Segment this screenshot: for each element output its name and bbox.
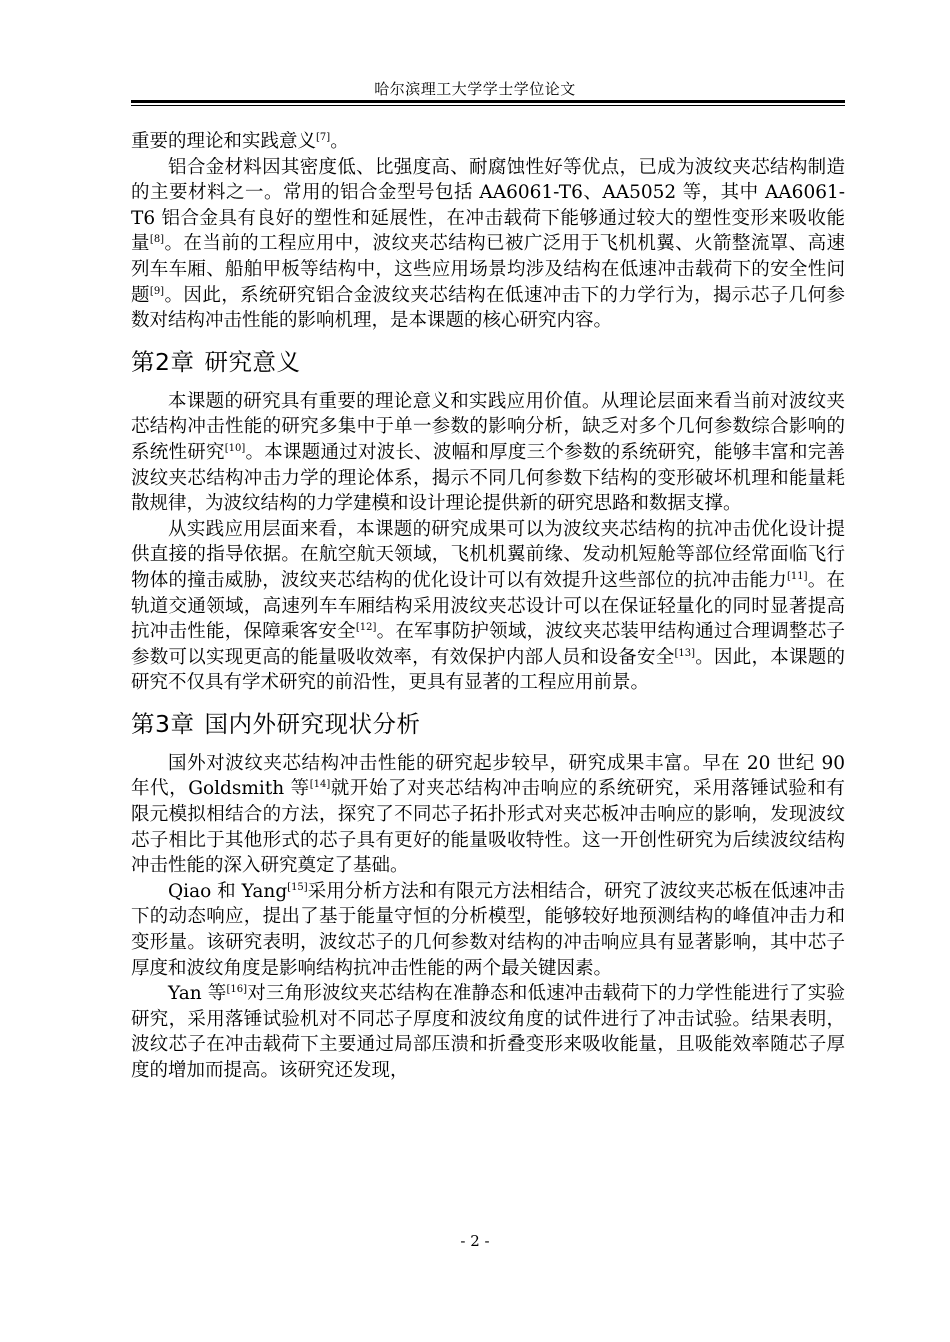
citation: [7] — [316, 132, 331, 143]
body-text — [131, 129, 845, 1084]
citation: [16] — [226, 984, 248, 996]
page-number: - 2 - — [460, 1232, 490, 1250]
citation: [14] — [309, 779, 331, 791]
header-rule-thin — [131, 105, 845, 106]
chapter-heading: 第3章 国内外研究现状分析 — [131, 709, 421, 738]
citation: [9] — [149, 285, 165, 297]
citation: [15] — [287, 881, 308, 893]
paragraph: 铝合金材料因其密度低、比强度高、耐腐蚀性好等优点，已成为波纹夹芯结构制造的主要材料之一。常用的铝合金型号包括 AA6061-T6、AA5052 等，其中 AA6061-T6 铝合金具有良好的塑性和延展性，在冲击载荷下能够通过较大的塑性变形来吸收能量[8]。在当前的工程应用中，波纹夹芯结构已被广泛用于飞机机翼、火箭整流罩、高速列车车厢、船舶甲板等结构中，这些应用场景均涉及结构在低速冲击载荷下的安全性问题[9]。因此，系统研究铝合金波纹夹芯结构在低速冲击下的力学行为，揭示芯子几何参数对结构冲击性能的影响机理，是本课题的核心研究内容。 — [131, 156, 845, 332]
citation: [10] — [224, 442, 246, 454]
paragraph: Yan 等[16]对三角形波纹夹芯结构在准静态和低速冲击载荷下的力学性能进行了实验研究，采用落锤试验机对不同芯子厚度和波纹角度的试件进行了冲击试验。结果表明，波纹芯子在冲击载荷下主要通过局部压溃和折叠变形来吸收能量，且吸能效率随芯子厚度的增加而提高。该研究还发现， — [131, 983, 845, 1081]
paragraph: 从实践应用层面来看，本课题的研究成果可以为波纹夹芯结构的抗冲击优化设计提供直接的指导依据。在航空航天领域，飞机机翼前缘、发动机短舱等部位经常面临飞行物体的撞击威胁，波纹夹芯结构的优化设计可以有效提升这些部位的抗冲击能力[11]。在轨道交通领域，高速列车车厢结构采用波纹夹芯设计可以在保证轻量化的同时显著提高抗冲击性能，保障乘客安全[12]。在军事防护领域，波纹夹芯装甲结构通过合理调整芯子参数可以实现更高的能量吸收效率，有效保护内部人员和设备安全[13]。因此，本课题的研究不仅具有学术研究的前沿性，更具有显著的工程应用前景。 — [131, 518, 845, 694]
citation: [12] — [355, 622, 377, 634]
citation: [11] — [786, 570, 808, 582]
paragraph: Qiao 和 Yang[15]采用分析方法和有限元方法相结合，研究了波纹夹芯板在低速冲击下的动态响应，提出了基于能量守恒的分析模型，能够较好地预测结构的峰值冲击力和变形量。该研究表明，波纹芯子的几何参数对结构的冲击响应具有显著影响，其中芯子厚度和波纹角度是影响结构抗冲击性能的两个最关键因素。 — [131, 880, 845, 979]
paragraph-continuation: 重要的理论和实践意义[7]。 — [131, 131, 349, 152]
citation: [8] — [149, 234, 165, 246]
citation: [13] — [674, 647, 696, 659]
running-header: 哈尔滨理工大学学士学位论文 — [374, 80, 576, 98]
paragraph: 本课题的研究具有重要的理论意义和实践应用价值。从理论层面来看当前对波纹夹芯结构冲击性能的研究多集中于单一参数的影响分析，缺乏对多个几何参数综合影响的系统性研究[10]。本课题通过对波长、波幅和厚度三个参数的系统研究，能够丰富和完善波纹夹芯结构冲击力学的理论体系，揭示不同几何参数下结构的变形破坏机理和能量耗散规律，为波纹结构的力学建模和设计理论提供新的研究思路和数据支撑。 — [131, 390, 845, 515]
paragraph: 国外对波纹夹芯结构冲击性能的研究起步较早，研究成果丰富。早在 20 世纪 90 年代，Goldsmith 等[14]就开始了对夹芯结构冲击响应的系统研究，采用落锤试验和有限元模拟相结合的方法，探究了不同芯子拓扑形式对夹芯板冲击响应的影响，发现波纹芯子相比于其他形式的芯子具有更好的能量吸收特性。这一开创性研究为后续波纹结构冲击性能的深入研究奠定了基础。 — [131, 752, 845, 877]
chapter-heading: 第2章 研究意义 — [131, 347, 301, 376]
header-rule-thick — [131, 100, 845, 103]
